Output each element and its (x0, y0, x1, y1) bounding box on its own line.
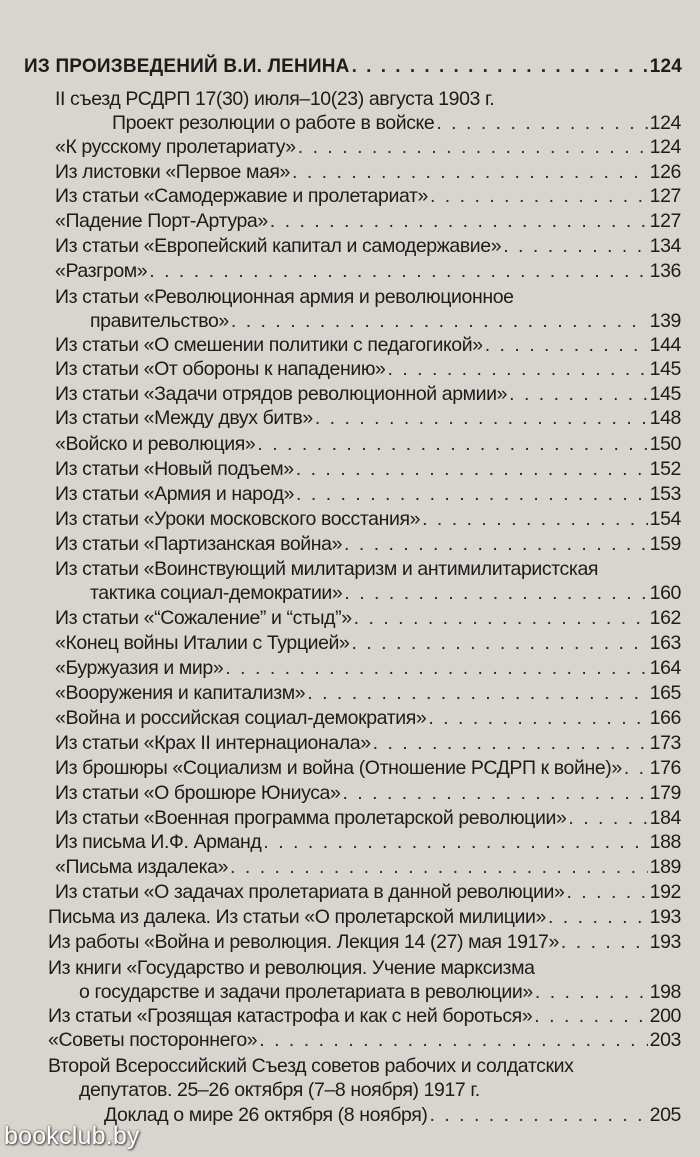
toc-entry (55, 681, 681, 705)
toc-entry-title: II съезд РСДРП 17(30) июля–10(23) августа 1903 г. (55, 88, 495, 110)
toc-entry (55, 285, 514, 309)
toc-entry-title: «Советы постороннего» (48, 1029, 258, 1051)
toc-entry (55, 482, 681, 506)
toc-entry (55, 781, 681, 805)
toc-entry-title: «Войско и революция» (55, 433, 256, 455)
toc-entry (55, 731, 681, 755)
toc-entry-title: о государстве и задачи пролетариата в революции» (79, 981, 533, 1003)
toc-entry-title: Из статьи «Армия и народ» (55, 483, 295, 505)
dot-leader (503, 234, 647, 258)
toc-entry-page: 193 (649, 931, 681, 953)
dot-leader (352, 631, 648, 655)
toc-entry-title: Из брошюры «Социализм и война (Отношение РСДРП к войне)» (55, 757, 622, 779)
toc-entry-title: Из статьи «Европейский капитал и самодержавие» (55, 235, 502, 257)
toc-entry-page: 188 (649, 831, 681, 853)
toc-entry (48, 1054, 573, 1078)
toc-entry-title: Из статьи «Новый подъем» (55, 458, 294, 480)
toc-entry-title: Письма из далека. Из статьи «О пролетарской милиции» (48, 906, 546, 928)
toc-entry-page: 165 (649, 682, 681, 704)
toc-entry (55, 406, 681, 430)
toc-entry-title: Из письма И.Ф. Арманд (55, 831, 262, 853)
toc-entry-title: «Война и российская социал-демократия» (55, 707, 427, 729)
toc-entry-title: «Буржуазия и мир» (55, 657, 224, 679)
toc-entry-page: 162 (649, 607, 681, 629)
toc-entry-title: правительство» (90, 310, 229, 332)
toc-entry-title: «К русскому пролетариату» (55, 136, 296, 158)
toc-entry-page: 136 (649, 260, 681, 282)
toc-entry-page: 154 (649, 508, 681, 530)
toc-entry (55, 333, 681, 357)
toc-entry (55, 706, 681, 730)
toc-entry-page: 164 (649, 657, 681, 679)
toc-entry-title: Из статьи «Революционная армия и революционное (55, 286, 514, 308)
toc-entry-page: 176 (649, 757, 681, 779)
toc-entry (48, 1028, 681, 1052)
toc-entry (55, 606, 681, 630)
toc-entry-page: 193 (649, 906, 681, 928)
toc-entry (55, 806, 681, 830)
dot-leader (354, 606, 648, 630)
toc-entry-page: 160 (649, 582, 681, 604)
toc-section-page: 124 (649, 56, 682, 77)
toc-entry-page: 152 (649, 458, 681, 480)
toc-entry-title: Проект резолюции о работе в войске (112, 112, 435, 134)
toc-entry-title: «Вооружения и капитализм» (55, 682, 306, 704)
toc-entry (48, 956, 535, 980)
toc-entry-page: 139 (649, 310, 681, 332)
site-watermark: bookclub.by (4, 1122, 140, 1150)
dot-leader (548, 905, 648, 929)
toc-entry (55, 87, 494, 111)
toc-entry (55, 830, 681, 854)
toc-entry-title: депутатов. 25–26 октября (7–8 ноября) 1917 г. (79, 1079, 480, 1101)
toc-entry-title: Из статьи «Крах II интернационала» (55, 732, 371, 754)
dot-leader (296, 482, 648, 506)
toc-entry-title: Второй Всероссийский Съезд советов рабочих и солдатских (48, 1055, 574, 1077)
toc-entry-title: Из статьи «Задачи отрядов революционной армии» (55, 383, 508, 405)
toc-entry (55, 756, 681, 780)
toc-section-heading (24, 55, 682, 79)
dot-leader (263, 830, 647, 854)
dot-leader (535, 980, 648, 1004)
toc-entry-page: 163 (649, 632, 681, 654)
toc-entry-title: Из статьи «О задачах пролетариата в данной революции» (55, 881, 565, 903)
toc-entry-title: Из листовки «Первое мая» (55, 161, 291, 183)
dot-leader (344, 532, 648, 556)
dot-leader (436, 111, 647, 135)
toc-entry-page: 200 (649, 1005, 681, 1027)
toc-entry-page: 173 (649, 732, 681, 754)
toc-entry-page: 179 (649, 782, 681, 804)
toc-entry (55, 209, 681, 233)
toc-entry (55, 357, 681, 381)
toc-entry-page: 192 (649, 881, 681, 903)
dot-leader (428, 706, 647, 730)
toc-entry (48, 1004, 681, 1028)
toc-entry (55, 432, 681, 456)
toc-section-title: ИЗ ПРОИЗВЕДЕНИЙ В.И. ЛЕНИНА (24, 56, 350, 77)
toc-entry-page: 153 (649, 483, 681, 505)
toc-entry (90, 309, 681, 333)
dot-leader (429, 1103, 647, 1127)
toc-entry (55, 507, 681, 531)
dot-leader (561, 930, 648, 954)
toc-entry (55, 631, 681, 655)
toc-entry (55, 234, 681, 258)
dot-leader (624, 756, 648, 780)
dot-leader (149, 259, 647, 283)
toc-entry-title: «Разгром» (55, 260, 148, 282)
toc-entry-page: 127 (649, 210, 681, 232)
toc-entry-page: 134 (649, 235, 681, 257)
toc-entry-page: 189 (649, 856, 681, 878)
toc-entry-page: 205 (649, 1104, 681, 1126)
toc-entry-title: Из статьи «Уроки московского восстания» (55, 508, 421, 530)
toc-entry-page: 124 (649, 136, 681, 158)
toc-entry-title: «Письма издалека» (55, 856, 229, 878)
toc-entry (55, 557, 598, 581)
dot-leader (296, 457, 648, 481)
toc-entry-title: Доклад о мире 26 октября (8 ноября) (104, 1104, 428, 1126)
dot-leader (342, 781, 647, 805)
toc-entry-title: Из статьи «О смешении политики с педагогикой» (55, 334, 483, 356)
toc-entry (55, 382, 681, 406)
toc-entry-page: 144 (649, 334, 681, 356)
toc-entry (79, 980, 681, 1004)
toc-entry-page: 150 (649, 433, 681, 455)
toc-entry (55, 160, 681, 184)
toc-entry (55, 184, 681, 208)
toc-entry (55, 855, 681, 879)
toc-entry (55, 259, 681, 283)
dot-leader (566, 880, 647, 904)
toc-entry-title: Из работы «Война и революция. Лекция 14 (27) мая 1917» (48, 931, 559, 953)
toc-entry (55, 532, 681, 556)
toc-entry-page: 184 (649, 807, 681, 829)
dot-leader (225, 656, 647, 680)
toc-entry-title: Из статьи «Военная программа пролетарской революции» (55, 807, 567, 829)
toc-entry-page: 145 (649, 358, 681, 380)
dot-leader (230, 855, 648, 879)
dot-leader (298, 135, 648, 159)
dot-leader (388, 357, 648, 381)
toc-entry (104, 1103, 681, 1127)
toc-entry (48, 930, 681, 954)
toc-entry-title: Из статьи «Партизанская война» (55, 533, 343, 555)
dot-leader (292, 160, 648, 184)
toc-entry-title: Из статьи «Воинствующий милитаризм и антимилитаристская (55, 558, 599, 580)
toc-entry-title: Из статьи «Грозящая катастрофа и как с ней бороться» (48, 1005, 533, 1027)
toc-entry (55, 656, 681, 680)
toc-entry-page: 159 (649, 533, 681, 555)
toc-entry (112, 111, 681, 135)
toc-entry-page: 148 (649, 407, 681, 429)
dot-leader (231, 309, 648, 333)
toc-entry-title: тактика социал-демократии» (90, 582, 343, 604)
toc-entry-title: Из книги «Государство и революция. Учение марксизма (48, 957, 535, 979)
dot-leader (373, 731, 648, 755)
toc-entry-title: «Конец войны Италии с Турцией» (55, 632, 350, 654)
dot-leader (344, 581, 647, 605)
toc-entry (55, 880, 681, 904)
toc-entry (79, 1078, 480, 1102)
toc-entry-title: Из статьи «Самодержавие и пролетариат» (55, 185, 428, 207)
toc-entry-title: Из статьи «“Сожаление” и “стыд”» (55, 607, 352, 629)
dot-leader (352, 55, 648, 79)
toc-entry-title: Из статьи «О брошюре Юниуса» (55, 782, 341, 804)
dot-leader (485, 333, 648, 357)
toc-entry-page: 166 (649, 707, 681, 729)
dot-leader (568, 806, 647, 830)
toc-entry-page: 145 (649, 383, 681, 405)
toc-entry-title: Из статьи «Между двух битв» (55, 407, 313, 429)
toc-entry-title: Из статьи «От обороны к нападению» (55, 358, 386, 380)
toc-entry-page: 124 (649, 112, 681, 134)
dot-leader (422, 507, 648, 531)
toc-entry (48, 905, 681, 929)
toc-entry-page: 127 (649, 185, 681, 207)
dot-leader (430, 184, 648, 208)
toc-entry (55, 135, 681, 159)
dot-leader (307, 681, 647, 705)
dot-leader (509, 382, 648, 406)
dot-leader (534, 1004, 647, 1028)
toc-entry-page: 203 (649, 1029, 681, 1051)
dot-leader (257, 432, 647, 456)
dot-leader (270, 209, 648, 233)
toc-entry (90, 581, 681, 605)
dot-leader (259, 1028, 647, 1052)
toc-entry-page: 126 (649, 161, 681, 183)
toc-entry (55, 457, 681, 481)
dot-leader (315, 406, 648, 430)
toc-entry-page: 198 (649, 981, 681, 1003)
toc-entry-title: «Падение Порт-Артура» (55, 210, 268, 232)
